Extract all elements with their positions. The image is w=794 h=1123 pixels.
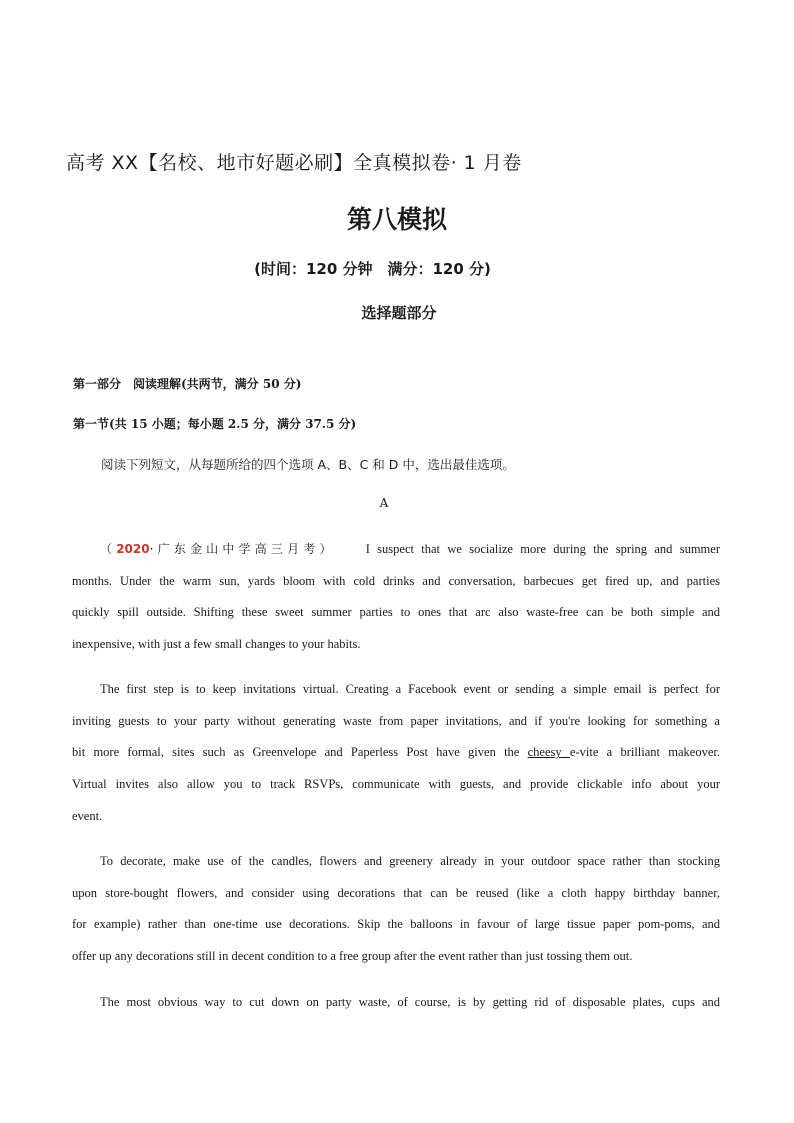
- paragraph-3: [72, 846, 720, 973]
- paragraph-1-text-1: I suspect that we socialize more during the spring and summer: [365, 542, 720, 556]
- underlined-word-cheesy: cheesy: [527, 745, 570, 760]
- paragraph-2-line-5: event.: [72, 808, 103, 823]
- paragraph-3-line-4: offer up any decorations still in decent condition to a free group after the event rather than just tossing them out.: [72, 949, 633, 964]
- paragraph-2-line-3: [72, 737, 720, 769]
- passage-label: A: [379, 496, 389, 510]
- paragraph-2: [72, 674, 720, 833]
- paragraph-4: [72, 987, 720, 1019]
- section-heading-part1: 第一部分 阅读理解(共两节，满分 50 分): [73, 377, 302, 391]
- paragraph-1-line-2: months. Under the warm sun, yards bloom with cold drinks and conversation, barbecues get fired up, and parties: [72, 573, 720, 588]
- paragraph-1-line-1: [72, 534, 720, 566]
- paragraph-1-line-4: inexpensive, with just a few small changes to your habits.: [72, 637, 361, 652]
- paragraph-2-line-1: The first step is to keep invitations virtual. Creating a Facebook event or sending a simple email is perfect for: [100, 682, 720, 696]
- exam-info: (时间：120 分钟 满分：120 分): [254, 260, 491, 278]
- paragraph-2-line-2: inviting guests to your party without generating waste from paper invitations, and if you're looking for something a: [72, 713, 720, 728]
- source-tag: [100, 542, 336, 556]
- source-rest: ·广东金山中学高三月考）: [149, 542, 336, 556]
- instruction-text: 阅读下列短文，从每题所给的四个选项 A、B、C 和 D 中，选出最佳选项。: [101, 457, 515, 472]
- paragraph-3-line-1: To decorate, make use of the candles, flowers and greenery already in your outdoor space rather than stocking: [100, 854, 720, 868]
- source-open: （: [100, 542, 117, 556]
- paragraph-4-line-1: The most obvious way to cut down on party waste, of course, is by getting rid of disposable plates, cups and: [100, 995, 720, 1009]
- section-heading-1: 第一节(共 15 小题；每小题 2.5 分，满分 37.5 分): [73, 417, 357, 431]
- page-title: 第八模拟: [346, 205, 447, 234]
- paragraph-1-line-3: quickly spill outside. Shifting these sweet summer parties to ones that arc also waste-free can be both simple and: [72, 605, 720, 620]
- part-title: 选择题部分: [361, 304, 437, 322]
- exam-header: 高考 XX【名校、地市好题必刷】全真模拟卷· 1 月卷: [66, 152, 522, 174]
- paragraph-2-line-3b: e-vite a brilliant makeover.: [569, 745, 720, 760]
- paragraph-2-line-4: Virtual invites also allow you to track RSVPs, communicate with guests, and provide clickable info about your: [72, 777, 720, 792]
- paragraph-1: [72, 534, 720, 661]
- source-year: 2020: [116, 542, 150, 556]
- paragraph-3-line-3: for example) rather than one-time use decorations. Skip the balloons in favour of large tissue paper pom-poms, and: [72, 917, 720, 932]
- paragraph-3-line-2: upon store-bought flowers, and consider using decorations that can be reused (like a cloth happy birthday banner,: [72, 885, 720, 900]
- paragraph-2-line-3a: bit more formal, sites such as Greenvelope and Paperless Post have given the: [72, 745, 528, 760]
